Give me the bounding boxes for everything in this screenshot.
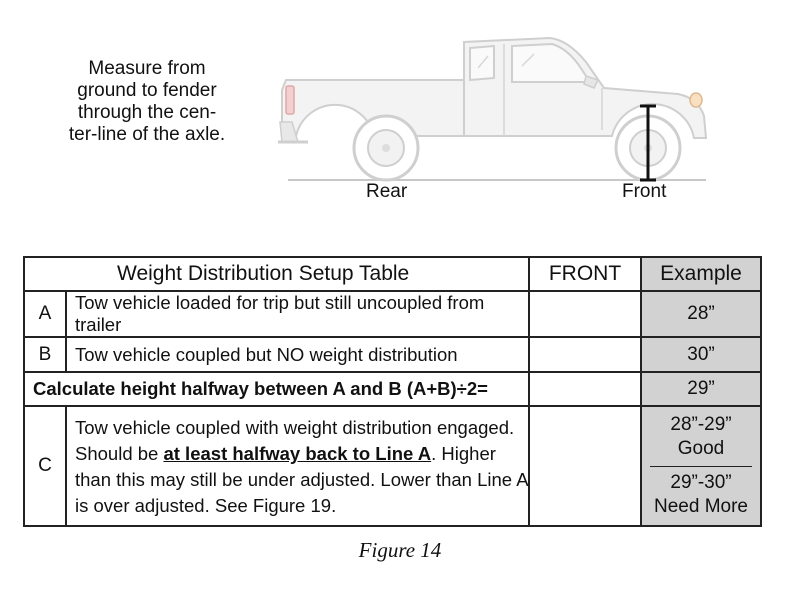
weight-distribution-table	[23, 256, 762, 527]
instruction-line: ter-line of the axle.	[68, 124, 226, 145]
row-letter: A	[24, 291, 66, 337]
row-front-value[interactable]	[529, 291, 641, 337]
rear-label: Rear	[366, 181, 408, 202]
figure-caption: Figure 14	[358, 538, 442, 562]
column-header-front: FRONT	[529, 257, 641, 291]
description-text: . Higher than this may still be under adjusted. Lower than Line A is over adjusted. See Figure 19.	[75, 443, 528, 516]
row-example-value: 28”	[641, 291, 761, 337]
row-description	[66, 406, 529, 526]
description-text: Tow vehicle coupled with weight distribution engaged. Should be	[75, 417, 515, 464]
rear-axle	[382, 144, 390, 152]
table-row-calculate	[24, 372, 761, 406]
row-letter: C	[24, 406, 66, 526]
example-good-value: 28”-29”	[670, 413, 732, 435]
example-need-more-range	[642, 467, 760, 525]
example-good-range	[642, 408, 760, 466]
tail-light	[286, 86, 294, 114]
table-header-row	[24, 257, 761, 291]
row-description: Tow vehicle coupled but NO weight distribution	[66, 337, 529, 372]
table-row-c	[24, 406, 761, 526]
row-description: Tow vehicle loaded for trip but still uncoupled from trailer	[66, 291, 529, 337]
row-front-value[interactable]	[529, 406, 641, 526]
row-example-cell	[641, 406, 761, 526]
table-row-b	[24, 337, 761, 372]
side-window	[512, 44, 590, 82]
instruction-line: through the cen-	[77, 102, 217, 123]
headlight	[690, 93, 702, 107]
calculate-instruction: Calculate height halfway between A and B (A+B)÷2=	[24, 372, 529, 406]
calculate-front-value[interactable]	[529, 372, 641, 406]
row-example-value: 30”	[641, 337, 761, 372]
calculate-example-value: 29”	[641, 372, 761, 406]
example-more-label: Need More	[654, 496, 748, 518]
instruction-line: ground to fender	[77, 80, 217, 101]
column-header-example: Example	[641, 257, 761, 291]
measurement-instructions	[52, 58, 242, 146]
front-label: Front	[622, 181, 667, 202]
example-good-label: Good	[677, 437, 725, 459]
description-emphasis: at least halfway back to Line A	[163, 443, 432, 464]
row-letter: B	[24, 337, 66, 372]
pickup-truck-illustration	[268, 30, 718, 188]
row-front-value[interactable]	[529, 337, 641, 372]
table-row-a	[24, 291, 761, 337]
instruction-line: Measure from	[88, 58, 206, 79]
example-more-value: 29”-30”	[670, 472, 732, 494]
table-title: Weight Distribution Setup Table	[24, 257, 529, 291]
